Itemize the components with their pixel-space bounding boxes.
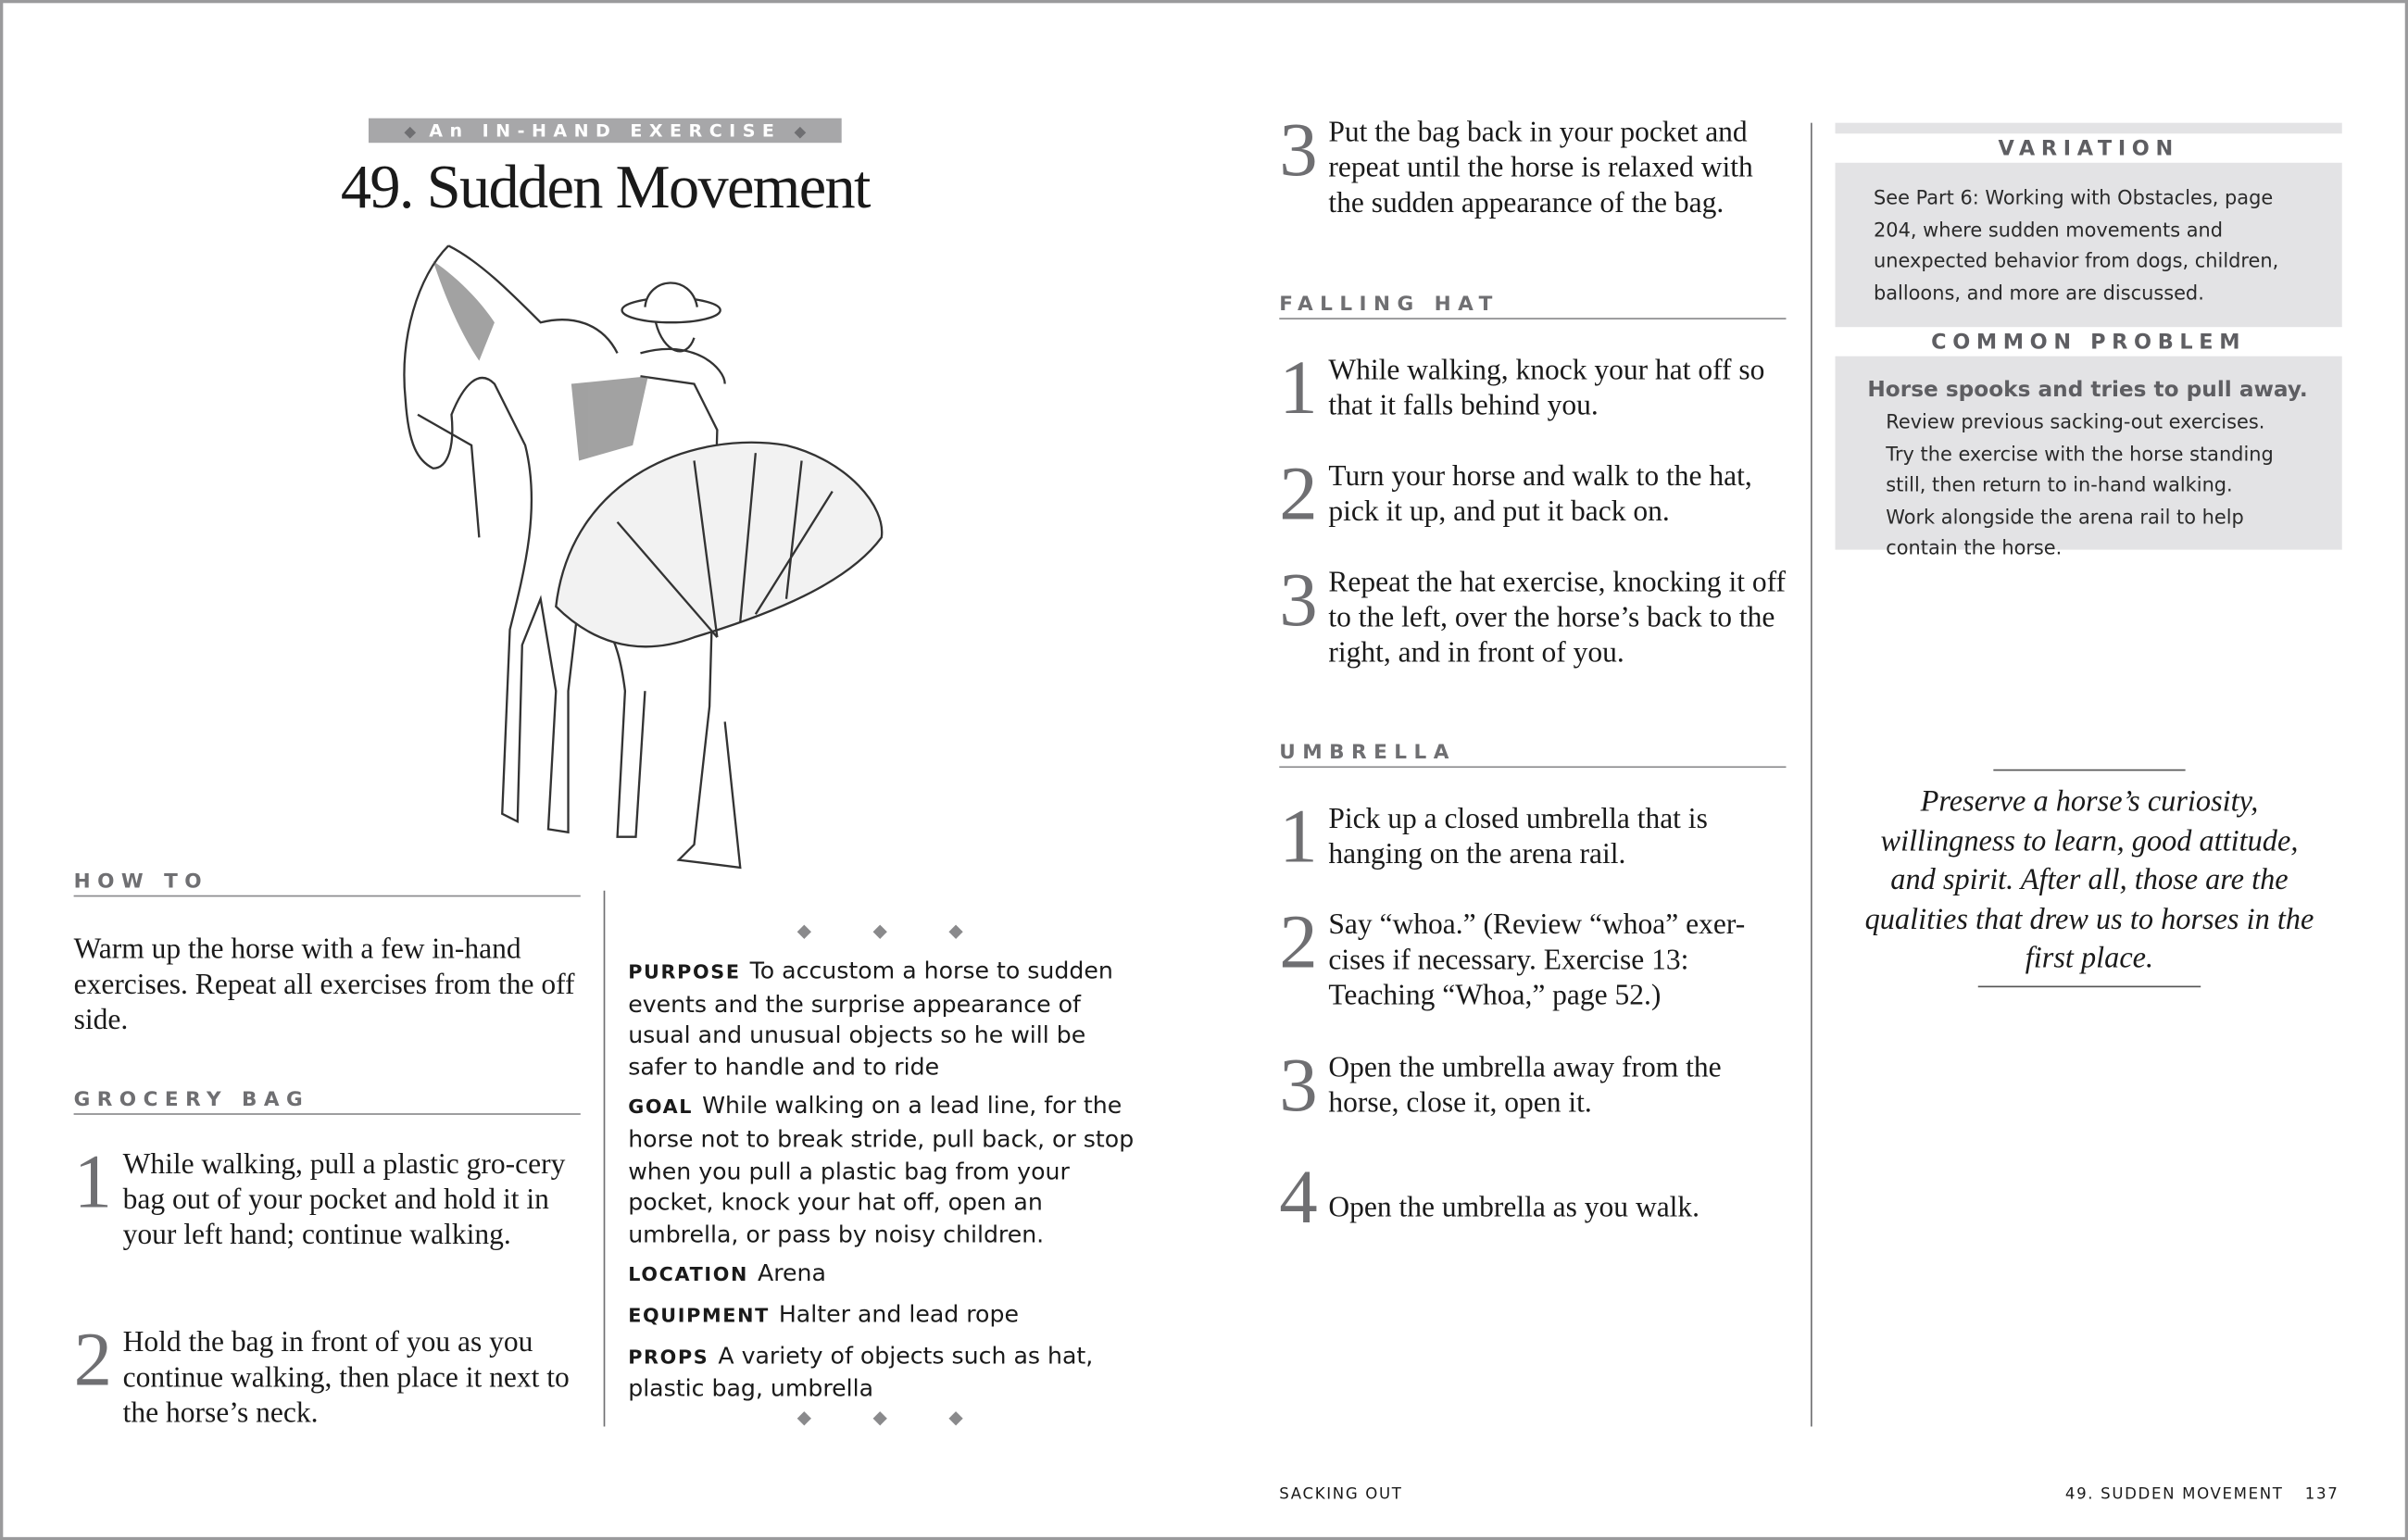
step-number: 4 <box>1279 1153 1318 1240</box>
step-text: Repeat the hat exercise, knocking it off to the left, over the horse’s back to the right, and in front of you. <box>1328 566 1787 670</box>
quote-rule-top <box>1993 770 2185 771</box>
step-number: 1 <box>1279 344 1318 431</box>
variation-heading: VARIATION <box>1998 136 2179 162</box>
step-text: Say “whoa.” (Review “whoa” exer-cises if necessary. Exercise 13: Teaching “Whoa,” page 52.) <box>1328 908 1746 1012</box>
quote-rule-bottom <box>1978 986 2201 988</box>
exercise-info <box>628 955 1150 1412</box>
umbrella-heading: UMBRELLA <box>1279 742 1786 768</box>
diamond-ornament <box>797 1407 963 1430</box>
umbrella-step <box>1279 1041 1793 1128</box>
how-to-intro: Warm up the horse with a few in-hand exercises. Repeat all exercises from the off side. <box>73 933 575 1037</box>
falling-hat-heading: FALLING HAT <box>1279 294 1786 319</box>
info-props <box>628 1340 1150 1405</box>
solution-text: Review previous sacking-out exercises. Try the exercise with the horse standing still, then return to in-hand walking. Work alongside the arena rail to help contain the horse. <box>1886 409 2274 559</box>
falling-hat-step <box>1279 344 1793 431</box>
page-number: 137 <box>2304 1486 2339 1504</box>
exercise-banner <box>369 119 842 144</box>
step-number: 3 <box>1279 556 1318 643</box>
info-equipment <box>628 1299 1150 1333</box>
diamond-icon: ◆ <box>796 1406 811 1429</box>
info-label: PROPS <box>628 1344 709 1368</box>
variation-text: See Part 6: Working with Obstacles, page 204, where sudden movements and unexpected behavior from dogs, children, balloons, and more are discussed. <box>1874 185 2279 304</box>
info-label: LOCATION <box>628 1262 749 1286</box>
diamond-icon: ◆ <box>948 1406 963 1429</box>
diamond-icon: ◆ <box>796 920 811 942</box>
step-text: Pick up a closed umbrella that is hanging on the arena rail. <box>1328 803 1708 871</box>
info-text: To accustom a horse to sudden events and the surprise appearance of usual and unusual objects so he will be safer to handle and to ride <box>628 957 1113 1082</box>
column-divider <box>604 891 606 1427</box>
info-goal <box>628 1091 1150 1250</box>
info-text: A variety of objects such as hat, plastic bag, umbrella <box>628 1341 1094 1403</box>
grocery-bag-step <box>73 1137 581 1253</box>
step-text: While walking, knock your hat off so that it falls behind you. <box>1328 355 1765 423</box>
pull-quote: Preserve a horse’s curiosity, willingness to learn, good attitude, and spirit. After all, those are the qualities that drew us to horses in the first place. <box>1864 785 2314 976</box>
grocery-bag-step <box>1279 106 1793 220</box>
step-number: 1 <box>1279 792 1318 879</box>
step-number: 2 <box>1279 898 1318 984</box>
step-number: 2 <box>73 1316 113 1402</box>
step-text: Turn your horse and walk to the hat, pick it up, and put it back on. <box>1328 460 1752 529</box>
common-problem-box <box>1836 357 2342 559</box>
grocery-bag-step <box>73 1316 581 1431</box>
diamond-icon: ◆ <box>872 1406 887 1429</box>
column-divider <box>1811 123 1812 1427</box>
info-text: Halter and lead rope <box>778 1300 1019 1329</box>
diamond-icon: ◆ <box>872 920 887 942</box>
step-text: Hold the bag in front of you as you continue walking, then place it next to the horse’s neck. <box>122 1326 570 1430</box>
umbrella-step <box>1279 792 1793 879</box>
info-label: GOAL <box>628 1095 694 1119</box>
step-text: Put the bag back in your pocket and repeat until the horse is relaxed with the sudden appearance of the bag. <box>1328 117 1753 220</box>
diamond-icon: ◆ <box>794 124 807 142</box>
footer-section: SACKING OUT <box>1279 1486 1403 1504</box>
info-label: EQUIPMENT <box>628 1303 770 1327</box>
info-text: While walking on a lead line, for the horse not to break stride, pull back, or stop when you pull a plastic bag from your pocket, knock your hat off, open an umbrella, or pass by noisy children. <box>628 1092 1135 1248</box>
info-purpose <box>628 955 1150 1083</box>
falling-hat-step <box>1279 556 1793 670</box>
banner-text: An IN-HAND EXERCISE <box>429 119 782 142</box>
step-number: 2 <box>1279 449 1318 536</box>
step-number: 3 <box>1279 106 1318 193</box>
sidebar-top-bar <box>1836 123 2342 134</box>
umbrella-step <box>1279 1153 1793 1240</box>
page-title: 49. Sudden Movement <box>340 152 870 221</box>
how-to-heading: HOW TO <box>74 870 581 896</box>
info-label: PURPOSE <box>628 959 741 983</box>
variation-box <box>1836 163 2342 327</box>
step-text: Open the umbrella as you walk. <box>1328 1191 1700 1224</box>
grocery-bag-heading: GROCERY BAG <box>74 1089 581 1115</box>
step-number: 1 <box>73 1137 113 1224</box>
footer-right <box>2065 1486 2339 1503</box>
horse-illustration <box>387 231 894 883</box>
info-location <box>628 1258 1150 1292</box>
common-problem-heading: COMMON PROBLEM <box>1931 330 2247 356</box>
step-text: While walking, pull a plastic gro-cery bag out of your pocket and hold it in your left hand; continue walking. <box>122 1148 566 1252</box>
diamond-icon: ◆ <box>404 124 417 142</box>
diamond-icon: ◆ <box>948 920 963 942</box>
falling-hat-step <box>1279 449 1793 536</box>
info-text: Arena <box>757 1259 826 1288</box>
problem-text: Horse spooks and tries to pull away. <box>1867 377 2308 403</box>
umbrella-step <box>1279 898 1771 1013</box>
diamond-ornament <box>797 920 963 943</box>
footer-running-title: 49. SUDDEN MOVEMENT <box>2064 1486 2284 1504</box>
step-number: 3 <box>1279 1041 1318 1128</box>
step-text: Open the umbrella away from the horse, close it, open it. <box>1328 1051 1722 1120</box>
